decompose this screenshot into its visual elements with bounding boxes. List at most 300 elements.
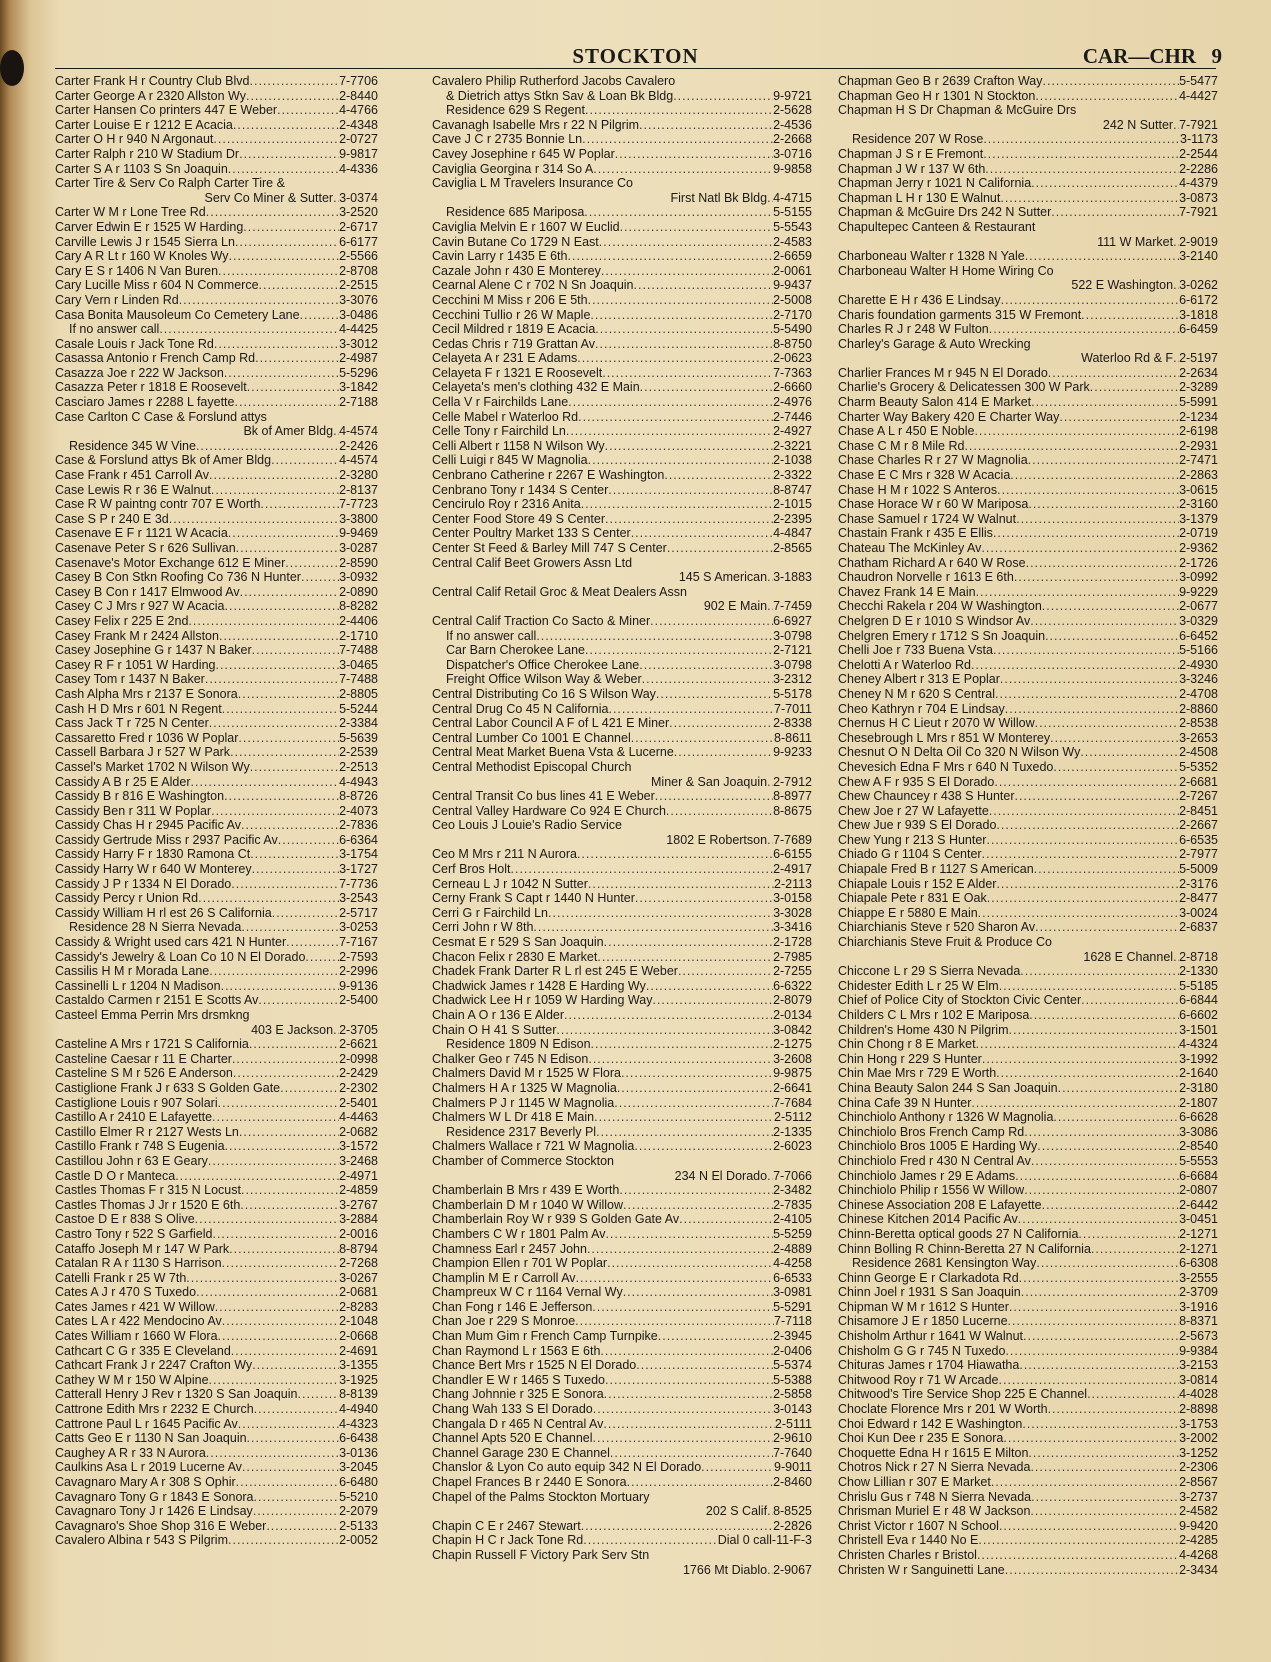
phone-number: 2-7170	[773, 307, 812, 322]
listing-name: Case R W paintng contr 707 E Worth	[55, 497, 261, 512]
leader-dots	[1014, 789, 1179, 804]
phone-number: 2-0623	[773, 351, 812, 366]
listing-name: Chelotti A r Waterloo Rd	[838, 657, 971, 672]
listing-name: Cathcart Frank J r 2247 Crafton Wy	[55, 1358, 253, 1373]
leader-dots	[1036, 1256, 1179, 1271]
phone-number: 2-9019	[1179, 234, 1218, 249]
listing-entry	[55, 1373, 378, 1388]
phone-number: 8-8371	[1179, 1314, 1218, 1329]
listing-name: Casey B Con Stkn Roofing Co 736 N Hunter	[55, 570, 301, 585]
leader-dots	[605, 512, 773, 527]
phone-number: 2-8477	[1179, 891, 1218, 906]
leader-dots	[999, 1373, 1180, 1388]
listing-heading: Chamber of Commerce Stockton	[432, 1153, 615, 1168]
listing-name: Champlin M E r Carroll Av	[432, 1270, 576, 1285]
listing-entry	[55, 672, 378, 687]
leader-dots	[587, 1242, 773, 1257]
listing-entry	[432, 380, 812, 395]
phone-number: 8-8611	[774, 730, 812, 745]
listing-name: Cary E S r 1406 N Van Buren	[55, 263, 219, 278]
phone-number: 3-2468	[339, 1153, 378, 1168]
listing-name: Casteline S M r 526 E Anderson	[55, 1066, 233, 1081]
leader-dots	[634, 1139, 773, 1154]
phone-number: 4-4427	[1179, 88, 1218, 103]
listing-name: Chesebrough L Mrs r 851 W Monterey	[838, 730, 1051, 745]
leader-dots	[258, 993, 339, 1008]
phone-number: 2-4930	[1179, 657, 1218, 672]
listing-name: Chain O H 41 S Sutter	[432, 1022, 557, 1037]
listing-name: Catterall Henry J Rev r 1320 S San Joaquin	[55, 1387, 298, 1402]
phone-number: 2-6660	[773, 380, 812, 395]
leader-dots	[605, 1227, 773, 1242]
leader-dots	[1005, 1344, 1179, 1359]
listing-entry	[55, 512, 378, 527]
phone-number: 8-8977	[773, 789, 812, 804]
listing-entry	[55, 235, 378, 250]
phone-number: 3-0262	[1179, 278, 1218, 293]
listing-entry	[432, 147, 812, 162]
listing-name: Chapin C E r 2467 Stewart	[432, 1518, 581, 1533]
listing-name: Chadek Frank Darter R L rl est 245 E Weber	[432, 964, 678, 979]
listing-entry	[838, 1387, 1218, 1402]
leader-dots	[678, 964, 773, 979]
leader-dots	[1048, 366, 1179, 381]
listing-name: Chase Samuel r 1724 W Walnut	[838, 511, 1017, 526]
phone-number: 5-5490	[773, 322, 812, 337]
listing-name: Champreux W C r 1164 Vernal Wy	[432, 1285, 623, 1300]
listing-entry	[55, 147, 378, 162]
listing-name: Center St Feed & Barley Mill 747 S Center	[432, 541, 667, 555]
leader-dots	[667, 541, 773, 556]
leader-dots	[1030, 1504, 1179, 1519]
phone-number: 7-7640	[773, 1445, 812, 1460]
phone-number: 6-6322	[773, 978, 812, 993]
leader-dots	[588, 453, 773, 468]
listing-name: Cary A R Lt r 160 W Knoles Wy	[55, 249, 229, 264]
listing-name: Cerneau L J r 1042 N Sutter	[432, 876, 588, 891]
listing-name: Chastain Frank r 435 E Ellis	[838, 526, 993, 541]
phone-number: 9-9817	[339, 146, 378, 161]
phone-number: 7-7363	[773, 365, 812, 380]
phone-number: 5-5477	[1179, 74, 1218, 88]
listing-entry	[55, 1212, 378, 1227]
leader-dots	[252, 1358, 339, 1373]
listing-entry	[55, 1037, 378, 1052]
listing-entry	[432, 1358, 812, 1373]
listing-name: Chin Mae Mrs r 729 E Worth	[838, 1066, 997, 1081]
phone-number: 3-2884	[339, 1212, 378, 1227]
listing-entry	[838, 1256, 1218, 1271]
phone-number: 2-3384	[339, 716, 378, 731]
leader-dots	[581, 497, 773, 512]
phone-number: 2-1048	[339, 1314, 378, 1329]
listing-entry	[432, 1227, 812, 1242]
listing-entry	[432, 1125, 812, 1140]
listing-name: China Cafe 39 N Hunter	[838, 1095, 972, 1110]
phone-number: 2-5566	[339, 249, 378, 264]
listing-entry	[55, 220, 378, 235]
listing-name: Celle Mabel r Waterloo Rd	[432, 409, 579, 424]
listing-name: Chief of Police City of Stockton Civic Center	[838, 993, 1082, 1008]
phone-number: 9-9437	[773, 278, 812, 293]
listing-entry	[838, 395, 1218, 410]
listing-name: Chin Chong r 8 E Market	[838, 1037, 976, 1052]
leader-dots	[213, 132, 339, 147]
leader-dots	[1050, 731, 1179, 746]
phone-number: 4-4766	[339, 103, 378, 118]
leader-dots	[607, 1256, 773, 1271]
listing-entry	[55, 1446, 378, 1461]
listing-entry	[432, 629, 812, 644]
listing-entry	[55, 1460, 378, 1475]
listing-entry	[838, 760, 1218, 775]
listing-entry	[432, 833, 812, 848]
listing-name: Central Drug Co 45 N California	[432, 701, 609, 716]
listing-name: Castillou John r 63 E Geary	[55, 1153, 208, 1168]
listing-entry	[55, 380, 378, 395]
listing-name: Cassidy Harry F r 1830 Ramona Ct	[55, 847, 251, 862]
leader-dots	[568, 395, 773, 410]
phone-number: 2-4927	[773, 424, 812, 439]
listing-entry	[432, 1183, 812, 1198]
phone-number: 2-4348	[339, 117, 378, 132]
listing-entry	[432, 775, 812, 790]
phone-number: 3-0024	[1179, 905, 1218, 920]
listing-name: Choi Edward r 142 E Washington	[838, 1416, 1023, 1431]
leader-dots	[976, 585, 1180, 600]
leader-dots	[991, 1475, 1179, 1490]
listing-entry	[838, 1227, 1218, 1242]
phone-number: 2-6023	[773, 1139, 812, 1154]
leader-dots	[1031, 1490, 1179, 1505]
listing-entry	[55, 526, 378, 541]
listing-name: Carver Edwin E r 1525 W Harding	[55, 219, 244, 234]
listing-name: Cencirulo Roy r 2316 Anita	[432, 497, 581, 512]
leader-dots	[209, 716, 339, 731]
listing-entry	[432, 1139, 812, 1154]
phone-number: 5-5553	[1179, 1153, 1218, 1168]
listing-name: Castoe D E r 838 S Olive	[55, 1212, 195, 1227]
listing-entry	[838, 205, 1218, 220]
listing-name: Cassidy Chas H r 2945 Pacific Av	[55, 818, 241, 833]
listing-entry	[432, 1402, 812, 1417]
listing-entry	[55, 191, 378, 206]
leader-dots	[588, 877, 774, 892]
listing-name: Casazza Peter r 1818 E Roosevelt	[55, 380, 247, 395]
listing-name: 145 S American	[678, 570, 768, 585]
phone-number: 4-4425	[339, 322, 378, 337]
listing-entry	[838, 162, 1218, 177]
leader-dots	[974, 424, 1179, 439]
listing-entry	[55, 468, 378, 483]
phone-number: 3-1883	[773, 570, 812, 585]
leader-dots	[222, 1314, 339, 1329]
leader-dots	[233, 1066, 339, 1081]
listing-name: Chitwood Roy r 71 W Arcade	[838, 1372, 999, 1387]
leader-dots	[1014, 570, 1179, 585]
phone-number: 7-7706	[339, 74, 378, 88]
listing-name: 1802 E Robertson	[666, 832, 768, 847]
listing-entry	[55, 1387, 378, 1402]
phone-number: 5-5210	[339, 1489, 378, 1504]
leader-dots	[305, 950, 339, 965]
leader-dots	[652, 993, 773, 1008]
listing-heading: Caviglia L M Travelers Insurance Co	[432, 176, 634, 191]
listing-entry	[432, 1271, 812, 1286]
leader-dots	[208, 1154, 339, 1169]
listing-entry	[432, 235, 812, 250]
phone-number: 2-2302	[339, 1080, 378, 1095]
phone-number: 2-2668	[773, 132, 812, 147]
leader-dots	[635, 891, 773, 906]
listing-entry	[432, 1008, 812, 1023]
listing-name: Casey Felix r 225 E 2nd	[55, 613, 189, 628]
leader-dots	[254, 1490, 340, 1505]
leader-dots	[605, 1373, 773, 1388]
phone-number: 2-3482	[773, 1183, 812, 1198]
phone-number: 2-0016	[339, 1226, 378, 1241]
listing-name: Charboneau Walter r 1328 N Yale	[838, 249, 1025, 264]
listing-name: Chadwick James r 1428 E Harding Wy	[432, 978, 646, 993]
listing-name: Chinchiolo Philip r 1556 W Willow	[838, 1183, 1025, 1198]
listing-name: Cates A J r 470 S Tuxedo	[55, 1285, 197, 1300]
phone-number: 2-0052	[339, 1533, 378, 1548]
listing-name: Choquette Edna H r 1615 E Milton	[838, 1445, 1029, 1460]
listing-entry	[838, 818, 1218, 833]
leader-dots	[986, 833, 1179, 848]
listing-name: Residence 207 W Rose	[852, 132, 984, 147]
listing-entry	[432, 891, 812, 906]
listing-entry	[432, 439, 812, 454]
leader-dots	[1001, 293, 1179, 308]
listing-entry	[838, 1154, 1218, 1169]
listing-name: Chiapale Louis r 152 E Alder	[838, 876, 997, 891]
phone-number: 4-4268	[1179, 1547, 1218, 1562]
listing-entry	[432, 702, 812, 717]
listing-heading: Chapultepec Canteen & Restaurant	[838, 219, 1036, 234]
listing-entry	[55, 1052, 378, 1067]
phone-number: 6-6927	[773, 613, 812, 628]
leader-dots	[215, 658, 339, 673]
leader-dots	[225, 1139, 340, 1154]
phone-number: 2-1728	[773, 935, 812, 950]
leader-dots	[594, 1110, 774, 1125]
listing-name: Chance Bert Mrs r 1525 N El Dorado	[432, 1358, 637, 1373]
listing-name: Cerny Frank S Capt r 1440 N Hunter	[432, 891, 635, 906]
leader-dots	[987, 891, 1179, 906]
leader-dots	[536, 629, 773, 644]
leader-dots	[249, 1037, 339, 1052]
listing-entry	[55, 643, 378, 658]
listing-entry	[432, 89, 812, 104]
leader-dots	[1019, 1358, 1179, 1373]
leader-dots	[214, 337, 339, 352]
listing-name: Carter S A r 1103 S Sn Joaquin	[55, 161, 228, 176]
leader-dots	[221, 979, 339, 994]
listing-name: Charter Way Bakery 420 E Charter Way	[838, 409, 1060, 424]
listing-entry	[432, 570, 812, 585]
listing-name: Casey Frank M r 2424 Allston	[55, 628, 219, 643]
leader-dots	[1080, 745, 1179, 760]
listing-entry	[432, 483, 812, 498]
phone-number: 6-6308	[1179, 1256, 1218, 1271]
listing-name: Charm Beauty Salon 414 E Market	[838, 395, 1032, 410]
listing-name: Central Valley Hardware Co 924 E Church	[432, 803, 666, 818]
listing-name: China Beauty Salon 244 S San Joaquin	[838, 1080, 1058, 1095]
listing-name: Cary Vern r Linden Rd	[55, 292, 179, 307]
leader-dots	[254, 1402, 339, 1417]
phone-number: 3-0798	[773, 628, 812, 643]
phone-number: 2-4073	[339, 803, 378, 818]
phone-number: 7-7167	[339, 935, 378, 950]
leader-dots	[1053, 1110, 1179, 1125]
phone-number: 6-6177	[339, 234, 378, 249]
leader-dots	[238, 1417, 339, 1432]
listing-entry	[838, 833, 1218, 848]
phone-number: 3-0143	[773, 1402, 812, 1417]
phone-number: 2-7267	[1179, 789, 1218, 804]
phone-number: 5-5352	[1179, 759, 1218, 774]
listing-name: Celayeta A r 231 E Adams	[432, 351, 578, 366]
listing-entry	[838, 1052, 1218, 1067]
listing-name: Cassidy A B r 25 E Alder	[55, 774, 191, 789]
listing-name: Chapman L H r 130 E Walnut	[838, 190, 1001, 205]
listing-entry	[55, 570, 378, 585]
listing-entry	[55, 1475, 378, 1490]
listing-entry	[432, 687, 812, 702]
listing-name: Cavagnaro Mary A r 308 S Ophir	[55, 1475, 236, 1489]
listing-name: Cassidy's Jewelry & Loan Co 10 N El Dorado	[55, 949, 306, 964]
phone-number: 2-5717	[339, 905, 378, 920]
listing-name: Castaldo Carmen r 2151 E Scotts Av	[55, 993, 259, 1008]
listing-entry	[838, 1563, 1218, 1578]
leader-dots	[615, 147, 773, 162]
phone-number: 7-7736	[339, 876, 378, 891]
leader-dots	[595, 337, 773, 352]
phone-number: 3-0981	[773, 1285, 812, 1300]
listing-entry	[55, 920, 378, 935]
listing-entry	[55, 1183, 378, 1198]
listing-name: Chinchiolo Anthony r 1326 W Magnolia	[838, 1110, 1054, 1125]
phone-number: 2-9362	[1179, 541, 1218, 555]
phone-number: 5-5259	[773, 1226, 812, 1241]
listing-name: Castiglione Louis r 907 Solari	[55, 1095, 218, 1110]
listing-entry	[55, 89, 378, 104]
phone-number: 2-2931	[1179, 438, 1218, 453]
phone-number: 3-0798	[773, 657, 812, 672]
leader-dots	[1025, 249, 1179, 264]
listing-name: Cassidy Gertrude Miss r 2937 Pacific Av	[55, 832, 278, 847]
leader-dots	[1005, 702, 1179, 717]
listing-name: Chernus H C Lieut r 2070 W Willow	[838, 716, 1035, 731]
listing-name: Carter O H r 940 N Argonaut	[55, 132, 214, 147]
listing-name: Cataffo Joseph M r 147 W Park	[55, 1241, 230, 1256]
listing-heading: Carter Tire & Serv Co Ralph Carter Tire &	[55, 176, 285, 191]
leader-dots	[1030, 1460, 1179, 1475]
phone-number: 9-9229	[1179, 584, 1218, 599]
listing-name: Casteline A Mrs r 1721 S California	[55, 1037, 249, 1052]
listing-name: Case Lewis R r 36 E Walnut	[55, 482, 211, 497]
leader-dots	[639, 658, 773, 673]
listing-name: Chidester Edith L r 25 W Elm	[838, 978, 999, 993]
phone-number: 2-7446	[773, 409, 812, 424]
listing-entry	[838, 1169, 1218, 1184]
leader-dots	[989, 804, 1179, 819]
phone-number: 2-2395	[773, 511, 812, 526]
leader-dots	[585, 103, 773, 118]
listing-heading: Chapman H S Dr Chapman & McGuire Drs	[838, 103, 1077, 118]
leader-dots	[999, 979, 1179, 994]
phone-number: 2-8708	[339, 263, 378, 278]
leader-dots	[280, 1081, 339, 1096]
listing-heading: Chapin Russell F Victory Park Serv Stn	[432, 1547, 650, 1562]
listing-entry	[838, 702, 1218, 717]
phone-number: 5-5166	[1179, 643, 1218, 658]
listing-entry	[55, 716, 378, 731]
listing-name: Casteline Caesar r 11 E Charter	[55, 1051, 232, 1066]
listing-name: Chapman Geo H r 1301 N Stockton	[838, 88, 1036, 103]
listing-entry	[432, 278, 812, 293]
leader-dots	[1022, 1417, 1179, 1432]
listing-entry	[432, 132, 812, 147]
leader-dots	[646, 979, 773, 994]
phone-number: 3-1818	[1179, 307, 1218, 322]
listing-column-3	[838, 74, 1218, 1577]
listing-heading: Central Calif Beet Growers Assn Ltd	[432, 555, 633, 570]
listing-entry	[55, 264, 378, 279]
phone-number: 2-7977	[1179, 847, 1218, 862]
phone-number: 6-6459	[1179, 322, 1218, 337]
listing-name: Charis foundation garments 315 W Fremont	[838, 307, 1082, 322]
phone-number: 2-0807	[1179, 1183, 1218, 1198]
listing-entry	[432, 789, 812, 804]
listing-name: Carter W M r Lone Tree Rd	[55, 205, 206, 220]
phone-number: 7-7459	[773, 599, 812, 614]
phone-number: 8-8282	[339, 599, 378, 614]
listing-name: Chrislu Gus r 748 N Sierra Nevada	[838, 1489, 1032, 1504]
listing-name: Cella V r Fairchilds Lane	[432, 395, 569, 410]
leader-dots	[590, 308, 773, 323]
phone-number: 2-4285	[1179, 1533, 1218, 1548]
listing-entry	[838, 1431, 1218, 1446]
listing-entry	[432, 1504, 812, 1519]
listing-entry	[432, 906, 812, 921]
listing-name: Celle Tony r Fairchild Ln	[432, 424, 566, 439]
listing-entry	[838, 1548, 1218, 1563]
listing-entry	[838, 1314, 1218, 1329]
listing-name: Cassidy J P r 1334 N El Dorado	[55, 876, 232, 891]
leader-dots	[575, 1314, 774, 1329]
listing-entry	[55, 614, 378, 629]
listing-entry	[432, 322, 812, 337]
listing-name: Chalmers David M r 1525 W Flora	[432, 1066, 621, 1081]
listing-entry	[838, 1300, 1218, 1315]
listing-entry	[55, 702, 378, 717]
listing-entry	[432, 1169, 812, 1184]
phone-number: 2-4508	[1179, 745, 1218, 760]
phone-number: 7-7684	[773, 1095, 812, 1110]
listing-entry	[432, 658, 812, 673]
phone-number: 5-5296	[339, 365, 378, 380]
leader-dots	[977, 1548, 1179, 1563]
listing-entry	[838, 789, 1218, 804]
phone-number: 2-2996	[339, 964, 378, 979]
listing-entry	[55, 1242, 378, 1257]
listing-name: Chiapale Fred B r 1127 S American	[838, 862, 1034, 877]
listing-name: Case S P r 240 E 3d	[55, 511, 169, 526]
leader-dots	[209, 468, 339, 483]
leader-dots	[1051, 205, 1179, 220]
